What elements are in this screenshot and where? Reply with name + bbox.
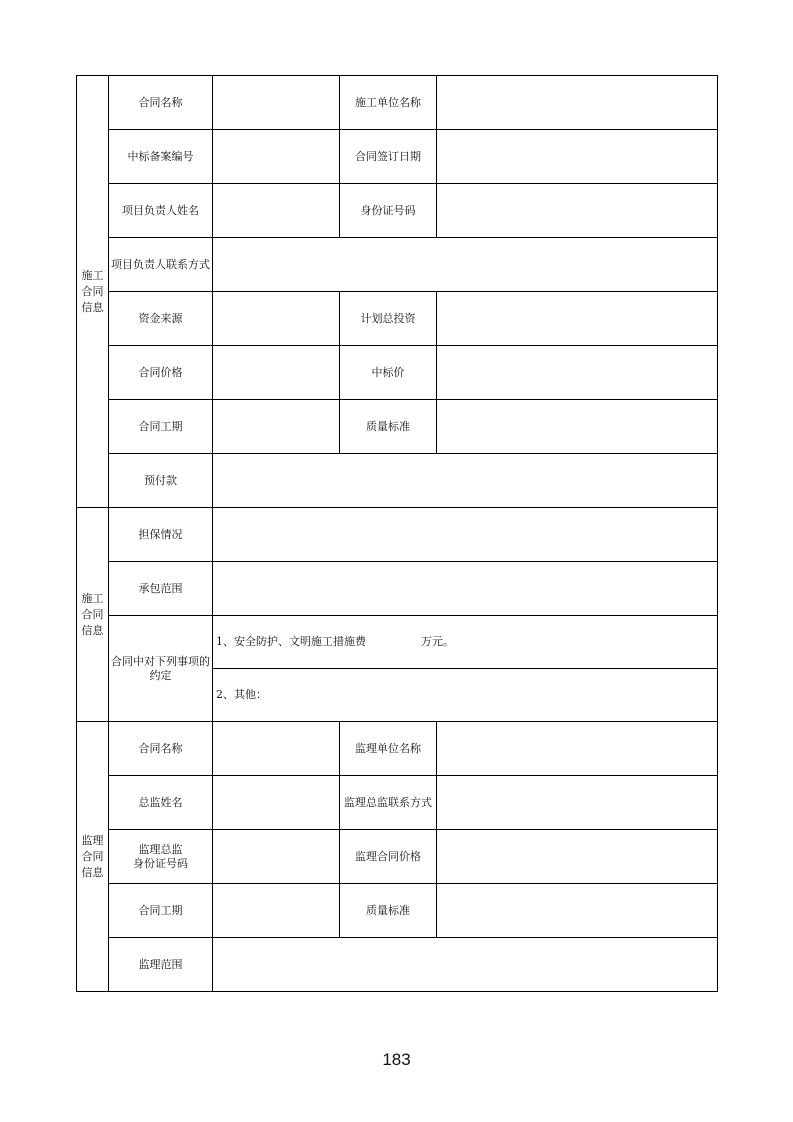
label-quality-standard: 质量标准 bbox=[340, 400, 437, 454]
table-row bbox=[77, 722, 718, 776]
value-bid-record-no[interactable] bbox=[213, 130, 340, 184]
label-supervisor-unit: 监理单位名称 bbox=[340, 722, 437, 776]
contract-info-form bbox=[76, 75, 718, 992]
table-row bbox=[77, 776, 718, 830]
table-row bbox=[77, 454, 718, 508]
value-chief-id[interactable] bbox=[213, 830, 340, 884]
value-bid-price[interactable] bbox=[437, 346, 718, 400]
section-label-construction-2 bbox=[77, 508, 109, 722]
label-contractor-name: 施工单位名称 bbox=[340, 76, 437, 130]
table-row bbox=[77, 830, 718, 884]
label-contract-period: 合同工期 bbox=[109, 400, 213, 454]
table-row bbox=[77, 508, 718, 562]
value-scope[interactable] bbox=[213, 562, 718, 616]
value-fund-source[interactable] bbox=[213, 292, 340, 346]
section-label-construction bbox=[77, 76, 109, 508]
label-agreed-items: 合同中对下列事项的约定 bbox=[109, 616, 213, 722]
value-chief-contact[interactable] bbox=[437, 776, 718, 830]
value-planned-investment[interactable] bbox=[437, 292, 718, 346]
label-sign-date: 合同签订日期 bbox=[340, 130, 437, 184]
value-sup-contract-name[interactable] bbox=[213, 722, 340, 776]
value-contractor-name[interactable] bbox=[437, 76, 718, 130]
label-guarantee: 担保情况 bbox=[109, 508, 213, 562]
value-contract-price[interactable] bbox=[213, 346, 340, 400]
section-title: 施工 合同 信息 bbox=[81, 268, 104, 314]
table-row bbox=[77, 76, 718, 130]
value-id-no[interactable] bbox=[437, 184, 718, 238]
value-sup-scope[interactable] bbox=[213, 938, 718, 992]
label-chief-id bbox=[109, 830, 213, 884]
table-row bbox=[77, 238, 718, 292]
label-pm-contact: 项目负责人联系方式 bbox=[109, 238, 213, 292]
table-row bbox=[77, 938, 718, 992]
value-advance-payment[interactable] bbox=[213, 454, 718, 508]
value-sign-date[interactable] bbox=[437, 130, 718, 184]
value-quality-standard[interactable] bbox=[437, 400, 718, 454]
label-fund-source: 资金来源 bbox=[109, 292, 213, 346]
value-contract-period[interactable] bbox=[213, 400, 340, 454]
agreed-item-1[interactable]: 1、安全防护、文明施工措施费 万元。 bbox=[213, 616, 718, 669]
table-row bbox=[77, 130, 718, 184]
chief-id-text: 监理总监 身份证号码 bbox=[133, 842, 188, 870]
label-planned-investment: 计划总投资 bbox=[340, 292, 437, 346]
label-bid-price: 中标价 bbox=[340, 346, 437, 400]
label-contract-name: 合同名称 bbox=[109, 76, 213, 130]
label-scope: 承包范围 bbox=[109, 562, 213, 616]
label-sup-contract-period: 合同工期 bbox=[109, 884, 213, 938]
label-pm-name: 项目负责人姓名 bbox=[109, 184, 213, 238]
value-pm-contact[interactable] bbox=[213, 238, 718, 292]
value-contract-name[interactable] bbox=[213, 76, 340, 130]
value-chief-name[interactable] bbox=[213, 776, 340, 830]
label-bid-record-no: 中标备案编号 bbox=[109, 130, 213, 184]
label-sup-contract-price: 监理合同价格 bbox=[340, 830, 437, 884]
label-sup-scope: 监理范围 bbox=[109, 938, 213, 992]
section-label-supervision bbox=[77, 722, 109, 992]
value-sup-contract-period[interactable] bbox=[213, 884, 340, 938]
label-advance-payment: 预付款 bbox=[109, 454, 213, 508]
value-pm-name[interactable] bbox=[213, 184, 340, 238]
table-row bbox=[77, 184, 718, 238]
table-row bbox=[77, 562, 718, 616]
page-number: 183 bbox=[382, 1050, 411, 1069]
table-row bbox=[77, 292, 718, 346]
label-sup-quality-standard: 质量标准 bbox=[340, 884, 437, 938]
table-row bbox=[77, 346, 718, 400]
label-id-no: 身份证号码 bbox=[340, 184, 437, 238]
agreed-item-2[interactable]: 2、其他： bbox=[213, 669, 718, 722]
label-contract-price: 合同价格 bbox=[109, 346, 213, 400]
value-sup-contract-price[interactable] bbox=[437, 830, 718, 884]
label-chief-name: 总监姓名 bbox=[109, 776, 213, 830]
section-title: 监理 合同 信息 bbox=[81, 833, 104, 879]
section-title: 施工 合同 信息 bbox=[81, 591, 104, 637]
value-supervisor-unit[interactable] bbox=[437, 722, 718, 776]
table-row bbox=[77, 400, 718, 454]
value-guarantee[interactable] bbox=[213, 508, 718, 562]
table-row bbox=[77, 884, 718, 938]
label-chief-contact: 监理总监联系方式 bbox=[340, 776, 437, 830]
table-row bbox=[77, 616, 718, 669]
value-sup-quality-standard[interactable] bbox=[437, 884, 718, 938]
label-sup-contract-name: 合同名称 bbox=[109, 722, 213, 776]
